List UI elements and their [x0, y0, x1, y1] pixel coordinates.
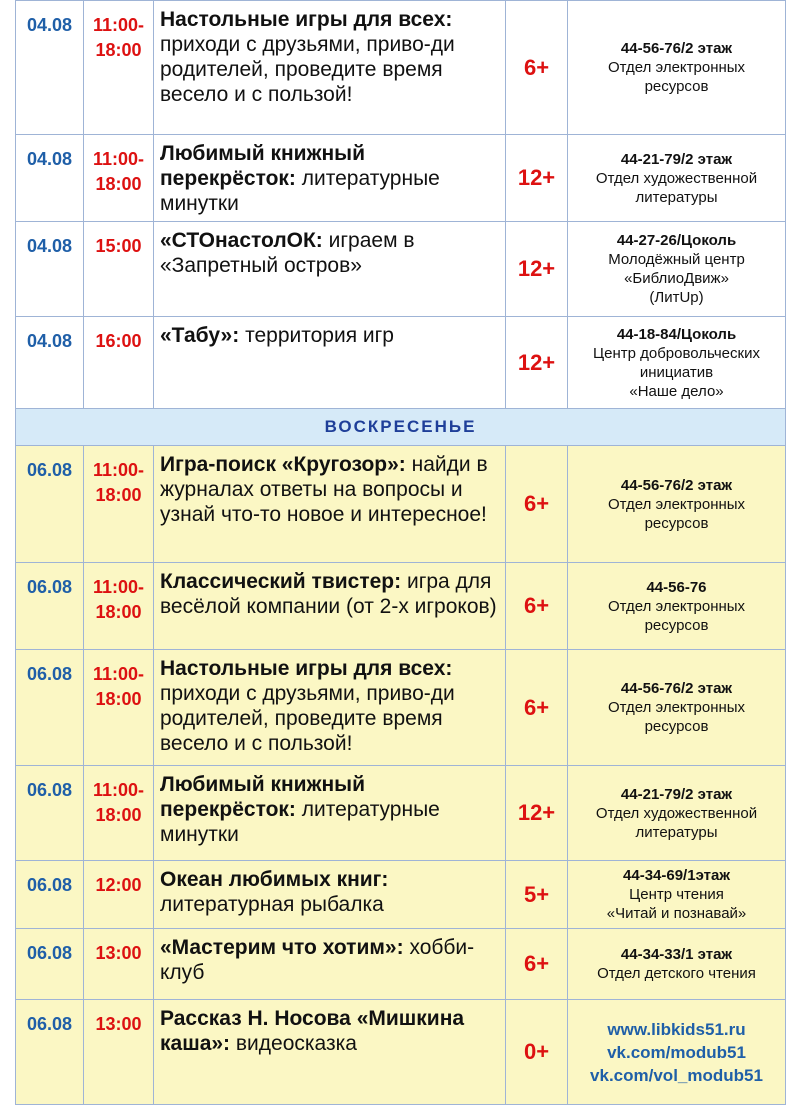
event-time-end: 18:00	[95, 485, 142, 505]
contact-department: литературы	[635, 188, 718, 206]
event-title: Рассказ Н. Носова «Мишкина каша»:	[160, 1007, 465, 1055]
contact-department: Отдел детского чтения	[597, 965, 756, 982]
event-row	[16, 563, 786, 650]
event-contact	[568, 446, 786, 563]
contact-phone: 44-21-79/2 этаж	[620, 785, 733, 803]
age-rating: 5+	[506, 861, 568, 929]
event-date: 04.08	[16, 135, 84, 222]
event-description	[154, 135, 506, 222]
contact-phone: 44-56-76/2 этаж	[620, 476, 733, 494]
event-row	[16, 1, 786, 135]
event-row	[16, 446, 786, 563]
contact-department: Отдел художественной	[595, 169, 758, 187]
event-contact	[568, 1, 786, 135]
event-contact	[568, 563, 786, 650]
event-details: видеосказка	[235, 1032, 357, 1055]
event-date: 06.08	[16, 929, 84, 1000]
event-row	[16, 650, 786, 766]
contact-department: Молодёжный центр	[608, 251, 745, 268]
event-contact	[568, 222, 786, 317]
event-time	[84, 317, 154, 409]
contact-department: (ЛитUp)	[649, 289, 704, 306]
event-time	[84, 135, 154, 222]
contact-phone: 44-27-26/Цоколь	[616, 232, 737, 249]
event-time-start: 15:00	[95, 236, 142, 256]
event-title: «Мастерим что хотим»:	[160, 936, 404, 959]
event-time-end: 18:00	[95, 602, 142, 622]
event-time	[84, 929, 154, 1000]
event-details: хобби-клуб	[160, 936, 475, 984]
event-date: 04.08	[16, 317, 84, 409]
event-time	[84, 222, 154, 317]
event-details: играем в «Запретный остров»	[160, 229, 415, 277]
contact-phone: 44-21-79/2 этаж	[620, 150, 733, 168]
event-time-end: 18:00	[95, 40, 142, 60]
contact-department: «БиблиоДвиж»	[624, 270, 729, 287]
event-row	[16, 766, 786, 861]
event-description	[154, 446, 506, 563]
age-rating: 6+	[506, 446, 568, 563]
event-row	[16, 135, 786, 222]
event-details: игра для весёлой компании (от 2-х игроков)	[160, 570, 497, 618]
event-time	[84, 861, 154, 929]
event-details: литературная рыбалка	[160, 893, 384, 916]
event-contact	[568, 317, 786, 409]
age-rating: 12+	[506, 317, 568, 409]
event-details: литературные минутки	[160, 798, 440, 846]
contact-department: Центр чтения	[629, 886, 724, 903]
event-details: приходи с друзьями, приво-ди родителей, проведите время весело и с пользой!	[160, 682, 455, 755]
event-contact	[568, 135, 786, 222]
event-time-start: 12:00	[95, 875, 142, 895]
event-date: 06.08	[16, 446, 84, 563]
age-rating: 6+	[506, 929, 568, 1000]
web-link[interactable]: www.libkids51.ru	[607, 1019, 746, 1039]
event-time-start: 11:00-	[92, 460, 145, 480]
event-contact	[568, 861, 786, 929]
contact-department: Отдел художественной	[595, 804, 758, 822]
contact-department: «Наше дело»	[629, 382, 724, 400]
contact-department: ресурсов	[644, 78, 709, 95]
event-title: Океан любимых книг:	[160, 868, 389, 891]
event-contact	[568, 766, 786, 861]
contact-phone: 44-34-69/1этаж	[623, 867, 730, 884]
age-rating: 12+	[506, 222, 568, 317]
event-title: Классический твистер:	[160, 570, 402, 593]
event-row	[16, 929, 786, 1000]
event-time-start: 11:00-	[92, 780, 145, 800]
contact-department: инициатив	[639, 363, 714, 381]
event-description	[154, 222, 506, 317]
event-time-start: 11:00-	[92, 149, 145, 169]
event-time-end: 18:00	[95, 689, 142, 709]
event-date: 04.08	[16, 222, 84, 317]
contact-phone: 44-56-76	[646, 578, 707, 596]
event-time	[84, 1000, 154, 1105]
event-description	[154, 1000, 506, 1105]
event-time	[84, 446, 154, 563]
event-title: Любимый книжный перекрёсток:	[160, 142, 366, 190]
contact-department: литературы	[635, 823, 718, 841]
age-rating: 6+	[506, 563, 568, 650]
contact-phone: 44-18-84/Цоколь	[616, 325, 737, 343]
event-description	[154, 1, 506, 135]
event-time-start: 16:00	[95, 331, 142, 351]
age-rating: 6+	[506, 650, 568, 766]
age-rating: 0+	[506, 1000, 568, 1105]
event-description	[154, 766, 506, 861]
event-description	[154, 929, 506, 1000]
event-time-start: 11:00-	[92, 577, 145, 597]
event-description	[154, 317, 506, 409]
event-details: литературные минутки	[160, 167, 440, 215]
event-date: 04.08	[16, 1, 84, 135]
event-row	[16, 1000, 786, 1105]
contact-department: «Читай и познавай»	[606, 905, 747, 922]
section-title: ВОСКРЕСЕНЬЕ	[16, 409, 786, 446]
web-link[interactable]: vk.com/vol_modub51	[590, 1065, 763, 1085]
event-time	[84, 1, 154, 135]
age-rating: 12+	[506, 766, 568, 861]
contact-phone: 44-56-76/2 этаж	[620, 40, 733, 57]
event-title: «СТОнастолОК:	[160, 229, 323, 252]
event-time-start: 11:00-	[92, 664, 145, 684]
event-description	[154, 563, 506, 650]
contact-department: ресурсов	[644, 616, 709, 634]
contact-department: Отдел электронных	[607, 597, 746, 615]
event-time-end: 18:00	[95, 805, 142, 825]
event-row	[16, 861, 786, 929]
event-details: приходи с друзьями, приво-ди родителей, проведите время весело и с пользой!	[160, 33, 455, 106]
event-title: «Табу»:	[160, 324, 240, 347]
event-description	[154, 861, 506, 929]
age-rating: 12+	[506, 135, 568, 222]
schedule-table	[15, 0, 786, 1105]
event-time-start: 13:00	[95, 943, 142, 963]
event-time-start: 11:00-	[92, 15, 145, 35]
contact-department: Отдел электронных	[607, 495, 746, 513]
contact-department: ресурсов	[644, 514, 709, 532]
contact-phone: 44-56-76/2 этаж	[620, 680, 733, 697]
event-details: найди в журналах ответы на вопросы и узнай что-то новое и интересное!	[160, 453, 488, 526]
contact-department: Отдел электронных	[607, 699, 746, 716]
event-date: 06.08	[16, 563, 84, 650]
event-contact	[568, 1000, 786, 1105]
event-date: 06.08	[16, 766, 84, 861]
web-link[interactable]: vk.com/modub51	[607, 1042, 746, 1062]
event-date: 06.08	[16, 1000, 84, 1105]
event-title: Игра-поиск «Кругозор»:	[160, 453, 406, 476]
contact-phone: 44-34-33/1 этаж	[620, 946, 733, 963]
event-time-end: 18:00	[95, 174, 142, 194]
event-date: 06.08	[16, 861, 84, 929]
event-time	[84, 563, 154, 650]
age-rating: 6+	[506, 1, 568, 135]
event-description	[154, 650, 506, 766]
event-date: 06.08	[16, 650, 84, 766]
event-time	[84, 766, 154, 861]
event-contact	[568, 650, 786, 766]
contact-department: ресурсов	[644, 718, 709, 735]
event-row	[16, 222, 786, 317]
event-title: Любимый книжный перекрёсток:	[160, 773, 366, 821]
event-details: территория игр	[245, 324, 394, 347]
event-time	[84, 650, 154, 766]
contact-department: Центр добровольческих	[593, 344, 760, 362]
schedule-body	[16, 1, 786, 1105]
event-contact	[568, 929, 786, 1000]
section-header-row	[16, 409, 786, 446]
event-title: Настольные игры для всех:	[160, 8, 453, 31]
event-title: Настольные игры для всех:	[160, 657, 453, 680]
event-time-start: 13:00	[95, 1014, 142, 1034]
event-row	[16, 317, 786, 409]
contact-department: Отдел электронных	[607, 59, 746, 76]
